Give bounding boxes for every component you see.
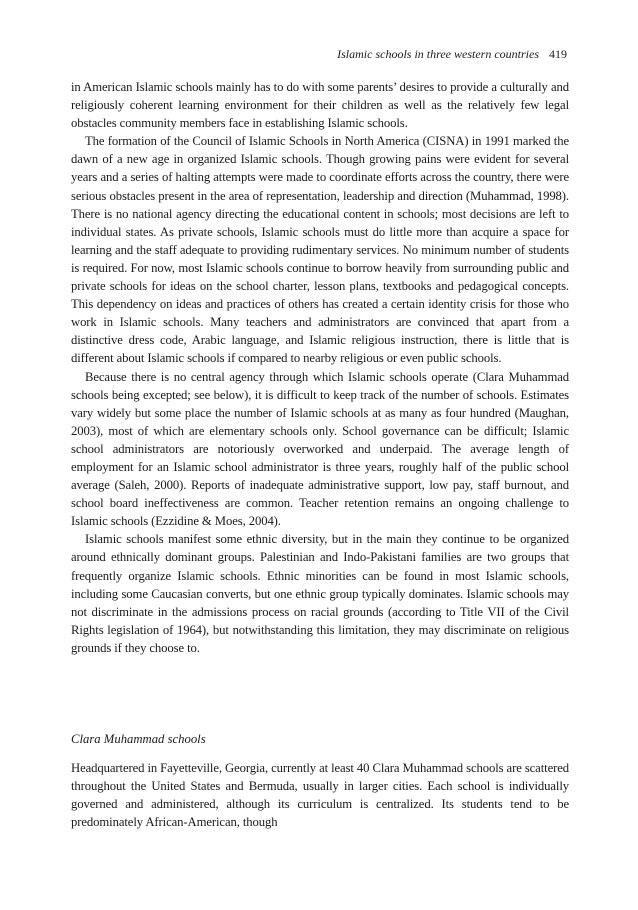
page-number: 419 [549, 47, 567, 61]
section-body [71, 759, 569, 831]
running-head [337, 47, 567, 61]
body-text [71, 78, 569, 657]
paragraph-ethnic-diversity: Islamic schools manifest some ethnic diversity, but in the main they continue to be organized around ethnically dominant groups. Palestinian and Indo-Pakistani families are two groups that frequently organize Islamic schools. Ethnic minorities can be found in most Islamic schools, including some Caucasian converts, but one ethnic group typically dominates. Islamic schools may not discriminate in the admissions process on racial grounds (according to Title VII of the Civil Rights legislation of 1964), but notwithstanding this limitation, they may discriminate on religious grounds if they choose to. [71, 532, 569, 655]
section-heading: Clara Muhammad schools [71, 732, 206, 746]
paragraph-cisna: The formation of the Council of Islamic Schools in North America (CISNA) in 1991 marked the dawn of a new age in organized Islamic schools. Though growing pains were evident for several years and a series of halting attempts were made to coordinate efforts across the country, there were serious obstacles present in the area of representation, leadership and direction (Muhammad, 1998). There is no national agency directing the educational content in schools; most decisions are left to individual states. As private schools, Islamic schools must do little more than acquire a space for learning and the staff adequate to providing rudimentary services. No minimum number of students is required. For now, most Islamic schools continue to borrow heavily from surrounding public and private schools for ideas on the school charter, lesson plans, textbooks and pedagogical concepts. This dependency on ideas and practices of others has created a certain identity crisis for those who work in Islamic schools. Many teachers and administrators are convinced that apart from a distinctive dress code, Arabic language, and Islamic religious instruction, there is little that is different about Islamic schools if compared to nearby religious or even public schools. [71, 134, 569, 366]
running-head-title: Islamic schools in three western countries [337, 47, 539, 61]
paragraph-continuation: in American Islamic schools mainly has to do with some parents’ desires to provide a culturally and religiously coherent learning environment for their children as well as the relatively few legal obstacles community members face in establishing Islamic schools. [71, 80, 569, 131]
paragraph-central-agency: Because there is no central agency through which Islamic schools operate (Clara Muhammad schools being excepted; see below), it is difficult to keep track of the number of schools. Estimates vary widely but some place the number of Islamic schools at as many as four hundred (Maughan, 2003), most of which are elementary schools only. School governance can be difficult; Islamic school administrators are notoriously overworked and underpaid. The average length of employment for an Islamic school administrator is three years, roughly half of the public school average (Saleh, 2000). Reports of inadequate administrative support, low pay, staff burnout, and school board ineffectiveness are common. Teacher retention remains an ongoing challenge to Islamic schools (Ezzidine & Moes, 2004). [71, 369, 569, 529]
paragraph-clara-muhammad: Headquartered in Fayetteville, Georgia, currently at least 40 Clara Muhammad schools are scattered throughout the United States and Bermuda, usually in larger cities. Each school is individually governed and administered, although its curriculum is centralized. Its students tend to be predominately African-American, though [71, 761, 569, 830]
